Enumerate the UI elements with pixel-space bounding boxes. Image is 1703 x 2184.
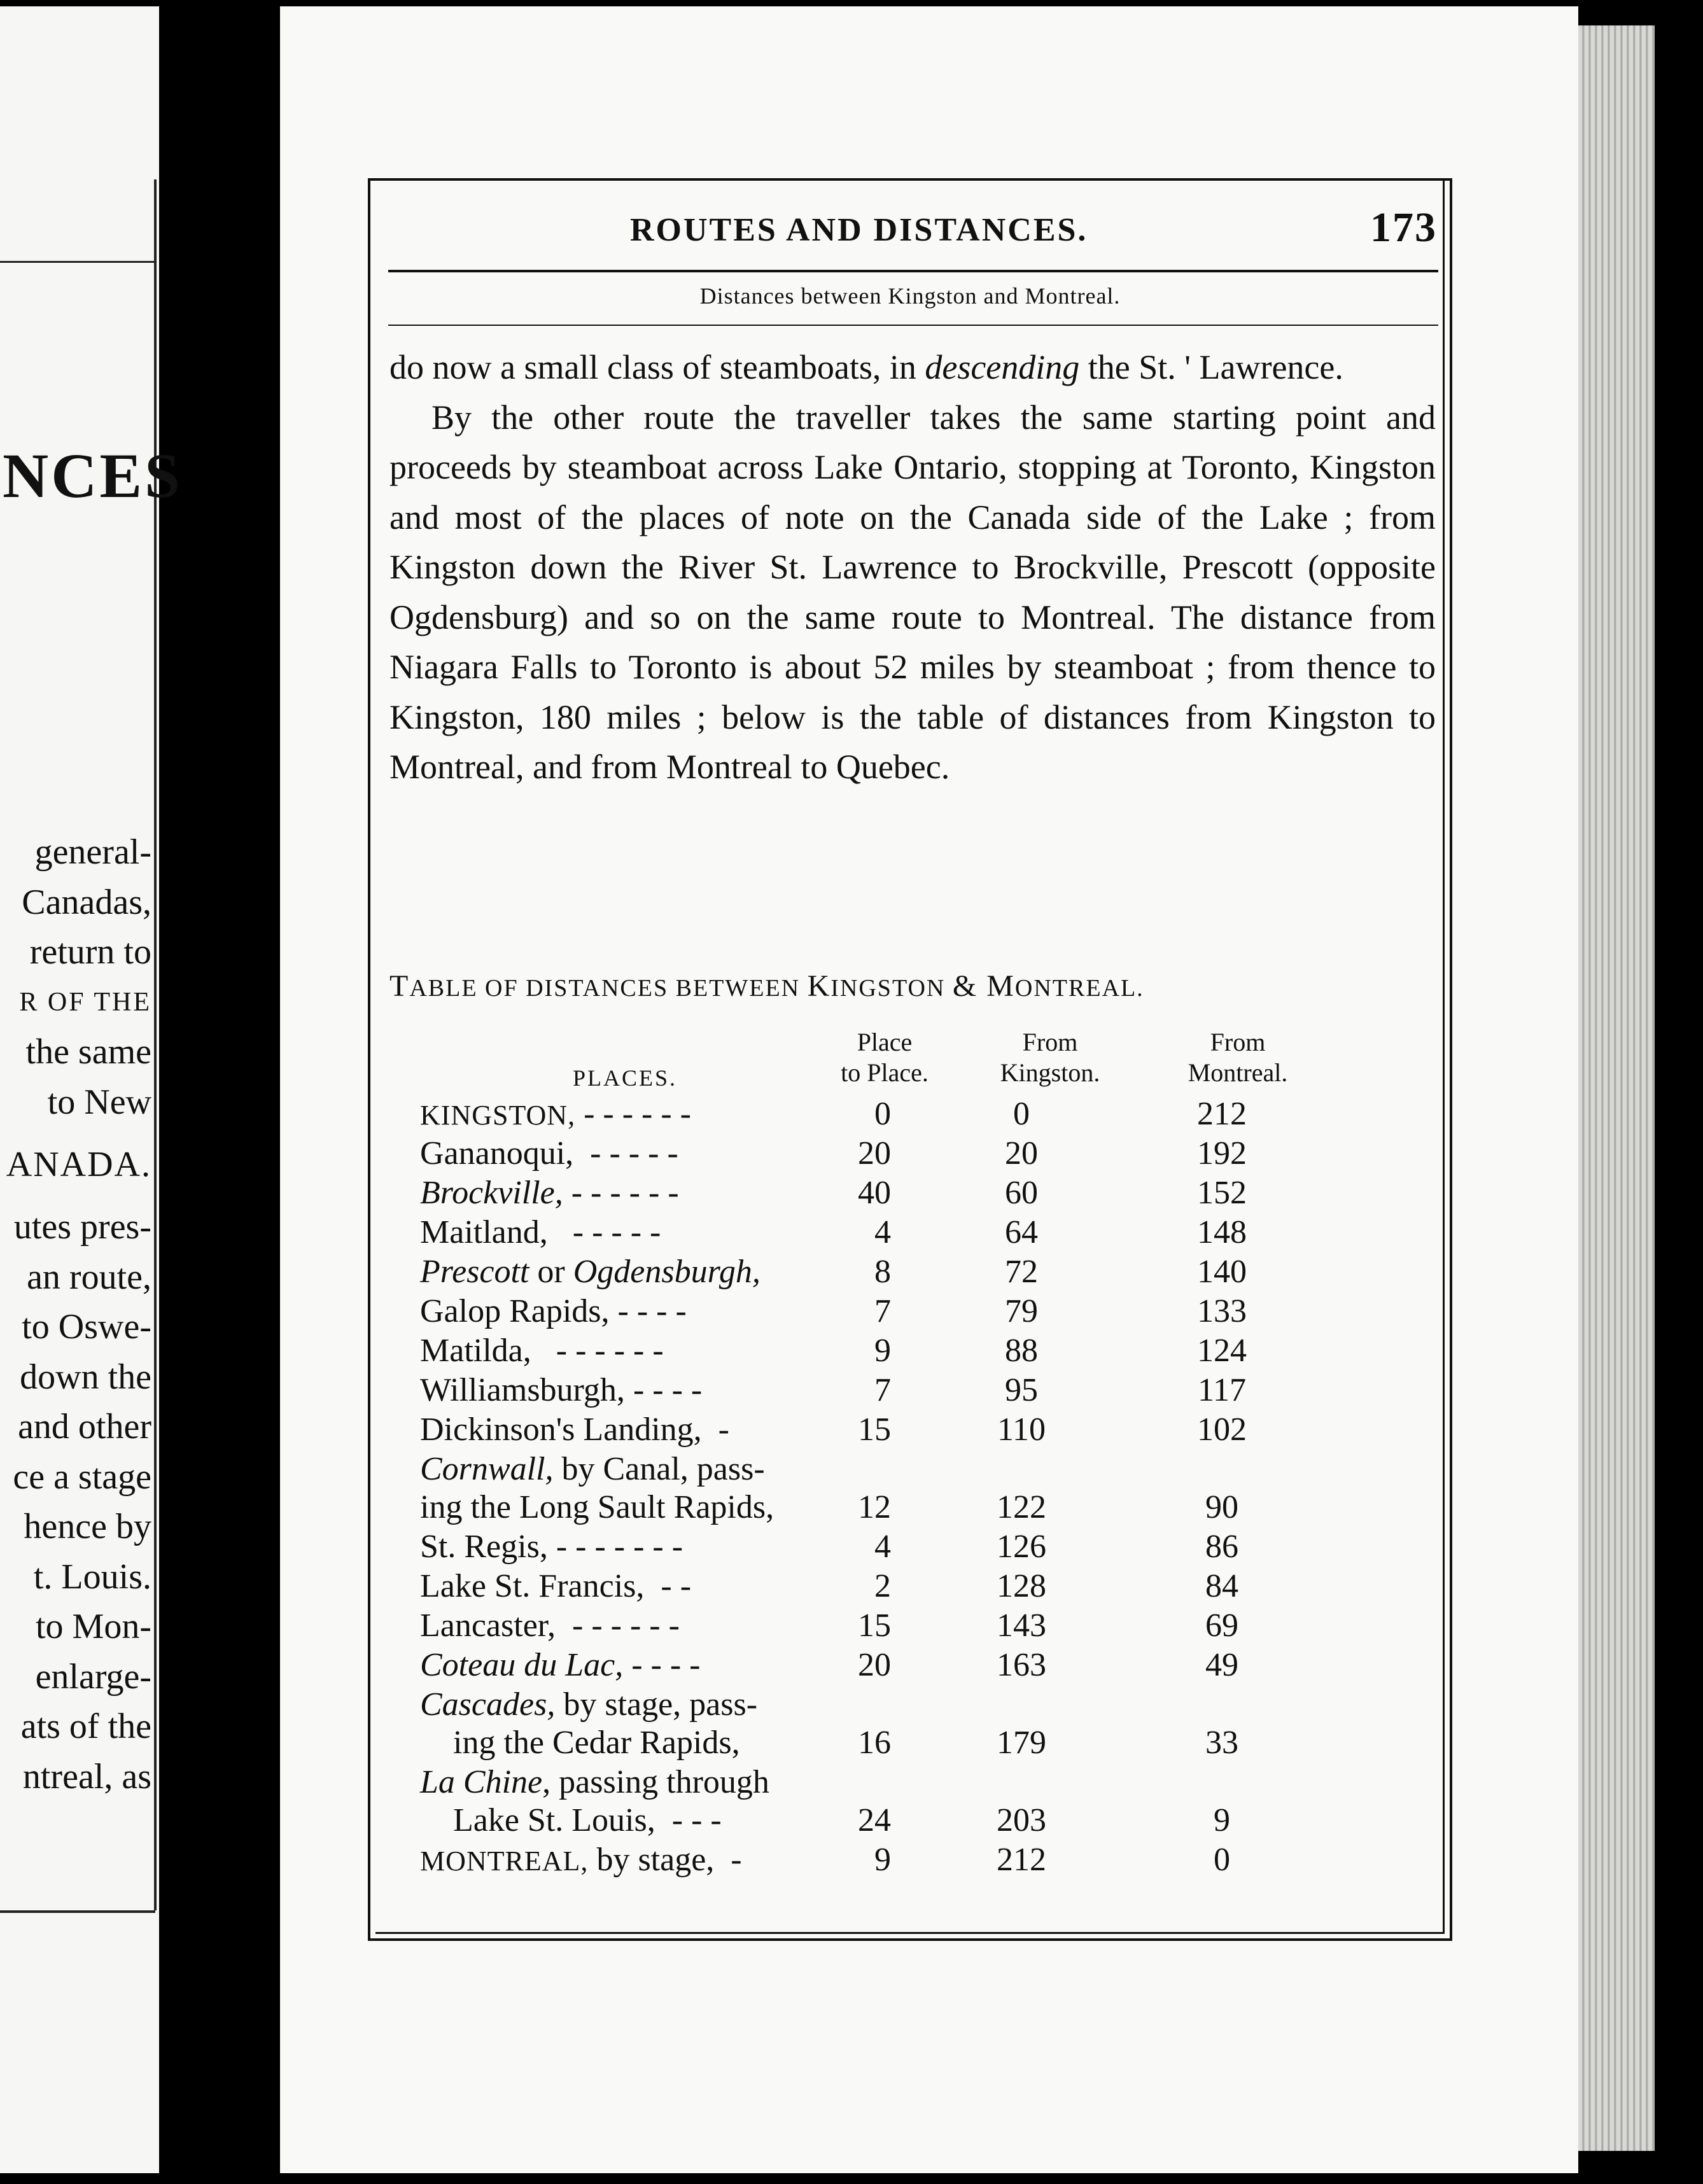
left-page-head-rule [0, 261, 155, 263]
table-caption: TABLE OF DISTANCES BETWEEN KINGSTON & MONTREAL. [389, 969, 1144, 1003]
left-line: to Oswe- [22, 1307, 151, 1347]
cell-from-montreal: 69 [1205, 1607, 1238, 1644]
page-number: 173 [1370, 204, 1437, 251]
cell-from-montreal: 84 [1205, 1568, 1238, 1604]
cell-place: ing the Long Sault Rapids, [420, 1489, 774, 1525]
cell-place: Lake St. Francis, - - [420, 1568, 692, 1604]
cell-place-to-place: 8 [874, 1254, 891, 1290]
cell-place: Cornwall, by Canal, pass- [420, 1451, 765, 1487]
cell-place-to-place: 20 [858, 1135, 891, 1172]
cell-from-kingston: 0 [1013, 1096, 1030, 1132]
cell-from-kingston: 212 [997, 1842, 1046, 1878]
cell-from-kingston: 143 [997, 1607, 1046, 1644]
cell-from-montreal: 86 [1205, 1529, 1238, 1565]
cell-from-montreal: 49 [1205, 1647, 1238, 1683]
table-row [420, 1801, 1438, 1840]
left-line: to New [47, 1082, 151, 1122]
page-fore-edge [1578, 25, 1655, 2151]
cell-place-to-place: 40 [858, 1175, 891, 1211]
cell-place: Prescott or Ogdensburgh, [420, 1254, 760, 1290]
left-line: to Mon- [36, 1607, 151, 1646]
cell-place: ing the Cedar Rapids, [420, 1725, 740, 1761]
cell-place-to-place: 7 [874, 1372, 891, 1408]
book-page [280, 6, 1578, 2173]
left-line: Canadas, [22, 882, 151, 922]
previous-page-fragment [0, 6, 183, 2173]
body-text [389, 342, 1436, 792]
left-line: R OF THE [19, 987, 151, 1017]
running-head [375, 204, 1437, 255]
table-row [420, 1410, 1438, 1450]
left-line: ANADA. [6, 1145, 151, 1184]
table-row [420, 1527, 1438, 1567]
cell-from-montreal: 133 [1197, 1293, 1247, 1329]
table-row [420, 1646, 1438, 1685]
table-row [420, 1840, 1438, 1880]
cell-from-kingston: 179 [997, 1725, 1046, 1761]
cell-from-kingston: 128 [997, 1568, 1046, 1604]
distance-table [420, 1095, 1438, 1880]
cell-from-kingston: 203 [997, 1802, 1046, 1838]
cell-from-montreal: 148 [1197, 1214, 1247, 1250]
table-row [420, 1331, 1438, 1371]
cell-from-montreal: 33 [1205, 1725, 1238, 1761]
table-row [420, 1763, 1438, 1801]
table-row [420, 1723, 1438, 1763]
col-header-from-montreal: From Montreal. [1188, 1028, 1288, 1087]
cell-place: Galop Rapids, - - - - [420, 1293, 687, 1329]
subhead-rule [388, 325, 1438, 326]
cell-place-to-place: 16 [858, 1725, 891, 1761]
left-line: general- [34, 832, 151, 872]
col-header-place-to-place: Place to Place. [841, 1028, 929, 1087]
cell-from-montreal: 212 [1197, 1096, 1247, 1132]
cell-place-to-place: 9 [874, 1333, 891, 1369]
table-row [420, 1450, 1438, 1488]
cell-from-kingston: 79 [1005, 1293, 1038, 1329]
left-line: utes pres- [13, 1207, 151, 1247]
table-row [420, 1371, 1438, 1410]
cell-place-to-place: 24 [858, 1802, 891, 1838]
cell-place: Williamsburgh, - - - - [420, 1372, 703, 1408]
cell-place: Maitland, - - - - - [420, 1214, 661, 1250]
left-line: hence by [24, 1507, 151, 1546]
page-frame-inner [375, 181, 1445, 1934]
cell-from-montreal: 124 [1197, 1333, 1247, 1369]
cell-from-montreal: 192 [1197, 1135, 1247, 1172]
table-row [420, 1292, 1438, 1331]
page-frame [368, 178, 1452, 1941]
left-line: ats of the [20, 1707, 151, 1746]
cell-place-to-place: 15 [858, 1411, 891, 1448]
table-row [420, 1685, 1438, 1723]
cell-place-to-place: 7 [874, 1293, 891, 1329]
cell-place-to-place: 4 [874, 1529, 891, 1565]
running-head-title: ROUTES AND DISTANCES. [630, 212, 1088, 248]
table-row [420, 1173, 1438, 1213]
paragraph-2: By the other route the traveller takes the same starting point and proceeds by steamboat across Lake Ontario, stopping at Toronto, Kingston and most of the places of note on the Canada side of the Lake ; from Kingston down the River St. Lawrence to Brockville, Prescott (opposite Ogdensburg) and so on the same route to Montreal. The distance from Niagara Falls to Toronto is about 52 miles by steamboat ; from thence to Kingston, 180 miles ; below is the table of distances from Kingston to Montreal, and from Montreal to Quebec. [389, 398, 1436, 786]
cell-place-to-place: 2 [874, 1568, 891, 1604]
cell-from-montreal: 9 [1214, 1802, 1230, 1838]
cell-place-to-place: 20 [858, 1647, 891, 1683]
cell-place-to-place: 12 [858, 1489, 891, 1525]
left-page-text-lines [0, 827, 151, 1802]
cell-place: Cascades, by stage, pass- [420, 1686, 758, 1723]
cell-from-kingston: 122 [997, 1489, 1046, 1525]
left-line: t. Louis. [33, 1557, 151, 1597]
col-header-from-kingston: From Kingston. [1000, 1028, 1100, 1087]
cell-from-kingston: 64 [1005, 1214, 1038, 1250]
left-line: return to [29, 932, 151, 972]
cell-from-montreal: 90 [1205, 1489, 1238, 1525]
cell-place-to-place: 9 [874, 1842, 891, 1878]
cell-place-to-place: 15 [858, 1607, 891, 1644]
cell-place: KINGSTON, - - - - - - [420, 1096, 691, 1132]
table-row [420, 1095, 1438, 1134]
cell-place: Dickinson's Landing, - [420, 1411, 729, 1448]
cell-from-kingston: 60 [1005, 1175, 1038, 1211]
cell-from-kingston: 88 [1005, 1333, 1038, 1369]
left-line: ntreal, as [22, 1756, 151, 1796]
head-rule [388, 270, 1438, 272]
cell-from-montreal: 117 [1197, 1372, 1247, 1408]
cell-from-kingston: 110 [997, 1411, 1046, 1448]
table-row [420, 1252, 1438, 1292]
cell-place: Lake St. Louis, - - - [420, 1802, 722, 1838]
cell-place: La Chine, passing through [420, 1764, 769, 1800]
page-subheading: Distances between Kingston and Montreal. [699, 283, 1121, 309]
cell-place: Coteau du Lac, - - - - [420, 1647, 701, 1683]
col-header-places: PLACES. [573, 1065, 678, 1091]
cell-place: Brockville, - - - - - - [420, 1175, 679, 1211]
cell-from-montreal: 140 [1197, 1254, 1247, 1290]
cell-from-kingston: 126 [997, 1529, 1046, 1565]
cell-from-montreal: 152 [1197, 1175, 1247, 1211]
table-column-headers [375, 1027, 1445, 1103]
cell-place-to-place: 4 [874, 1214, 891, 1250]
left-page-heading-fragment: NCES [3, 440, 183, 511]
cell-place: Lancaster, - - - - - - [420, 1607, 680, 1644]
left-line: enlarge- [35, 1656, 151, 1697]
cell-from-kingston: 163 [997, 1647, 1046, 1683]
left-line: ce a stage [13, 1457, 151, 1497]
table-row [420, 1134, 1438, 1173]
paragraph-1: do now a small class of steamboats, in descending the St. ' Lawrence. [389, 348, 1343, 386]
cell-place: Gananoqui, - - - - - [420, 1135, 678, 1172]
cell-place-to-place: 0 [874, 1096, 891, 1132]
table-row [420, 1606, 1438, 1646]
cell-place: St. Regis, - - - - - - - [420, 1529, 683, 1565]
cell-place: MONTREAL, by stage, - [420, 1842, 742, 1878]
table-row [420, 1488, 1438, 1527]
cell-from-montreal: 102 [1197, 1411, 1247, 1448]
cell-place: Matilda, - - - - - - [420, 1333, 664, 1369]
left-line: the same [25, 1032, 151, 1072]
cell-from-kingston: 72 [1005, 1254, 1038, 1290]
left-page-foot-rule [0, 1910, 155, 1913]
cell-from-montreal: 0 [1214, 1842, 1230, 1878]
table-row [420, 1213, 1438, 1252]
cell-from-kingston: 20 [1005, 1135, 1038, 1172]
left-line: and other [18, 1407, 151, 1446]
left-line: an route, [27, 1257, 151, 1297]
cell-from-kingston: 95 [1005, 1372, 1038, 1408]
table-row [420, 1567, 1438, 1606]
left-line: down the [20, 1357, 151, 1397]
emphasis-descending: descending [925, 348, 1080, 386]
